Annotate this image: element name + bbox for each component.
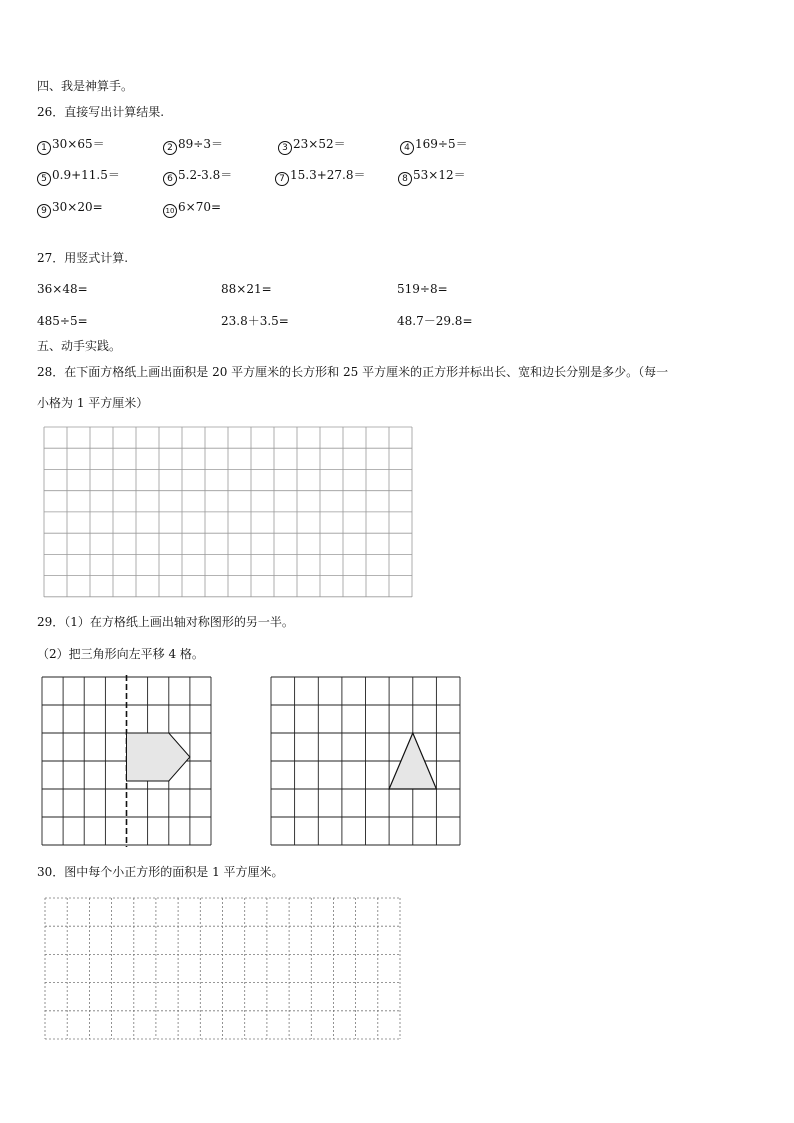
q28-grid-lines <box>44 427 412 597</box>
grid-lines <box>271 677 460 845</box>
q26-item-3 <box>278 137 346 155</box>
section-five-title: 五、动手实践。 <box>37 339 122 353</box>
q27-item-1: 36×48= <box>37 282 88 296</box>
question-29-line-1: 29．（1）在方格纸上画出轴对称图形的另一半。 <box>37 615 294 629</box>
half-shape <box>127 733 190 781</box>
q26-expression: 89÷3＝ <box>178 137 223 151</box>
q26-item-7 <box>275 168 366 186</box>
q27-item-3: 519÷8= <box>397 282 448 296</box>
q28-grid-paper[interactable] <box>44 427 413 597</box>
q30-dotted-grid[interactable] <box>45 898 401 1040</box>
q26-item-8 <box>398 168 466 186</box>
circled-number: 3 <box>278 141 292 155</box>
question-27-stem: 27．用竖式计算. <box>37 251 129 265</box>
q26-item-4 <box>400 137 468 155</box>
circled-number: 2 <box>163 141 177 155</box>
q26-expression: 15.3+27.8＝ <box>290 168 366 182</box>
circled-number: 8 <box>398 172 412 186</box>
circled-number: 7 <box>275 172 289 186</box>
q27-item-6: 48.7－29.8= <box>397 314 473 328</box>
question-28-line-2: 小格为 1 平方厘米） <box>37 396 149 410</box>
q26-expression: 23×52＝ <box>293 137 346 151</box>
circled-number: 6 <box>163 172 177 186</box>
q26-expression: 6×70= <box>178 200 222 214</box>
q26-item-2 <box>163 137 223 155</box>
circled-number: 10 <box>163 204 177 218</box>
q27-item-2: 88×21= <box>221 282 272 296</box>
q27-item-4: 485÷5= <box>37 314 88 328</box>
q26-item-10 <box>163 200 221 218</box>
question-26-stem: 26．直接写出计算结果. <box>37 105 165 119</box>
q26-expression: 30×20= <box>52 200 103 214</box>
q29-symmetry-grid[interactable] <box>42 677 213 845</box>
question-30-stem: 30．图中每个小正方形的面积是 1 平方厘米。 <box>37 865 284 879</box>
dotted-grid-lines <box>45 898 400 1039</box>
question-29-line-2: （2）把三角形向左平移 4 格。 <box>37 647 204 661</box>
q26-item-1 <box>37 137 105 155</box>
section-four-title: 四、我是神算手。 <box>37 79 134 93</box>
q29-translation-grid[interactable] <box>271 677 462 845</box>
q27-item-5: 23.8＋3.5= <box>221 314 289 328</box>
circled-number: 5 <box>37 172 51 186</box>
circled-number: 9 <box>37 204 51 218</box>
q26-expression: 53×12＝ <box>413 168 466 182</box>
q26-expression: 30×65＝ <box>52 137 105 151</box>
circled-number: 4 <box>400 141 414 155</box>
q26-item-9 <box>37 200 103 218</box>
q26-expression: 5.2-3.8＝ <box>178 168 233 182</box>
q26-item-5 <box>37 168 120 186</box>
circled-number: 1 <box>37 141 51 155</box>
q26-expression: 169÷5＝ <box>415 137 468 151</box>
q26-expression: 0.9+11.5＝ <box>52 168 120 182</box>
q26-item-6 <box>163 168 232 186</box>
question-28-line-1: 28．在下面方格纸上画出面积是 20 平方厘米的长方形和 25 平方厘米的正方形并标出长、宽和边长分别是多少。（每一 <box>37 365 669 379</box>
